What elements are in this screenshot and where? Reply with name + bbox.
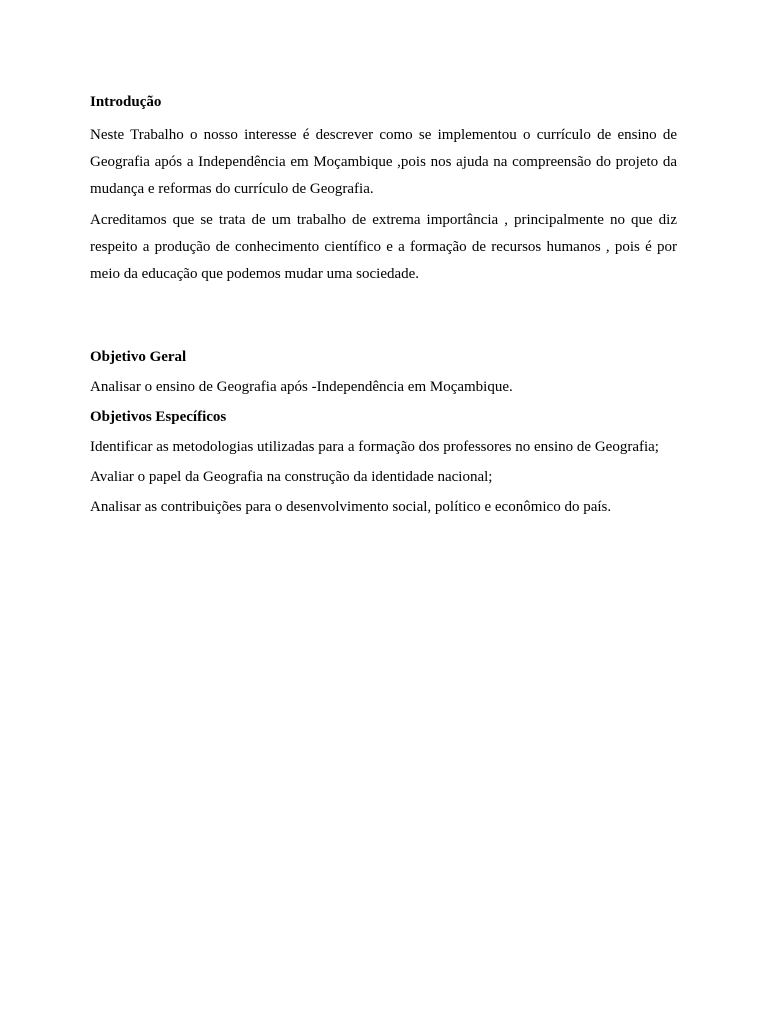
introduction-paragraph: Acreditamos que se trata de um trabalho de extrema importância , principalmente no que diz respeito a produção de conhecimento científico e a formação de recursos humanos , pois é por meio da educação que podemos mudar uma sociedade. (90, 212, 677, 282)
general-objective-heading: Objetivo Geral (90, 349, 187, 365)
section-spacer (90, 292, 677, 347)
specific-objective-item: Analisar as contribuições para o desenvolvimento social, político e econômico do país. (90, 499, 612, 515)
specific-objective-item: Identificar as metodologias utilizadas para a formação dos professores no ensino de Geografia; (90, 439, 659, 455)
introduction-heading: Introdução (90, 94, 162, 110)
introduction-paragraph: Neste Trabalho o nosso interesse é descrever como se implementou o currículo de ensino de Geografia após a Independência em Moçambique ,pois nos ajuda na compreensão do projeto da mudança e reformas do currículo de Geografia. (90, 127, 677, 197)
document-page (90, 92, 677, 527)
specific-objectives-heading: Objetivos Específicos (90, 409, 227, 425)
general-objective-text: Analisar o ensino de Geografia após -Independência em Moçambique. (90, 379, 513, 395)
specific-objective-item: Avaliar o papel da Geografia na construção da identidade nacional; (90, 469, 493, 485)
